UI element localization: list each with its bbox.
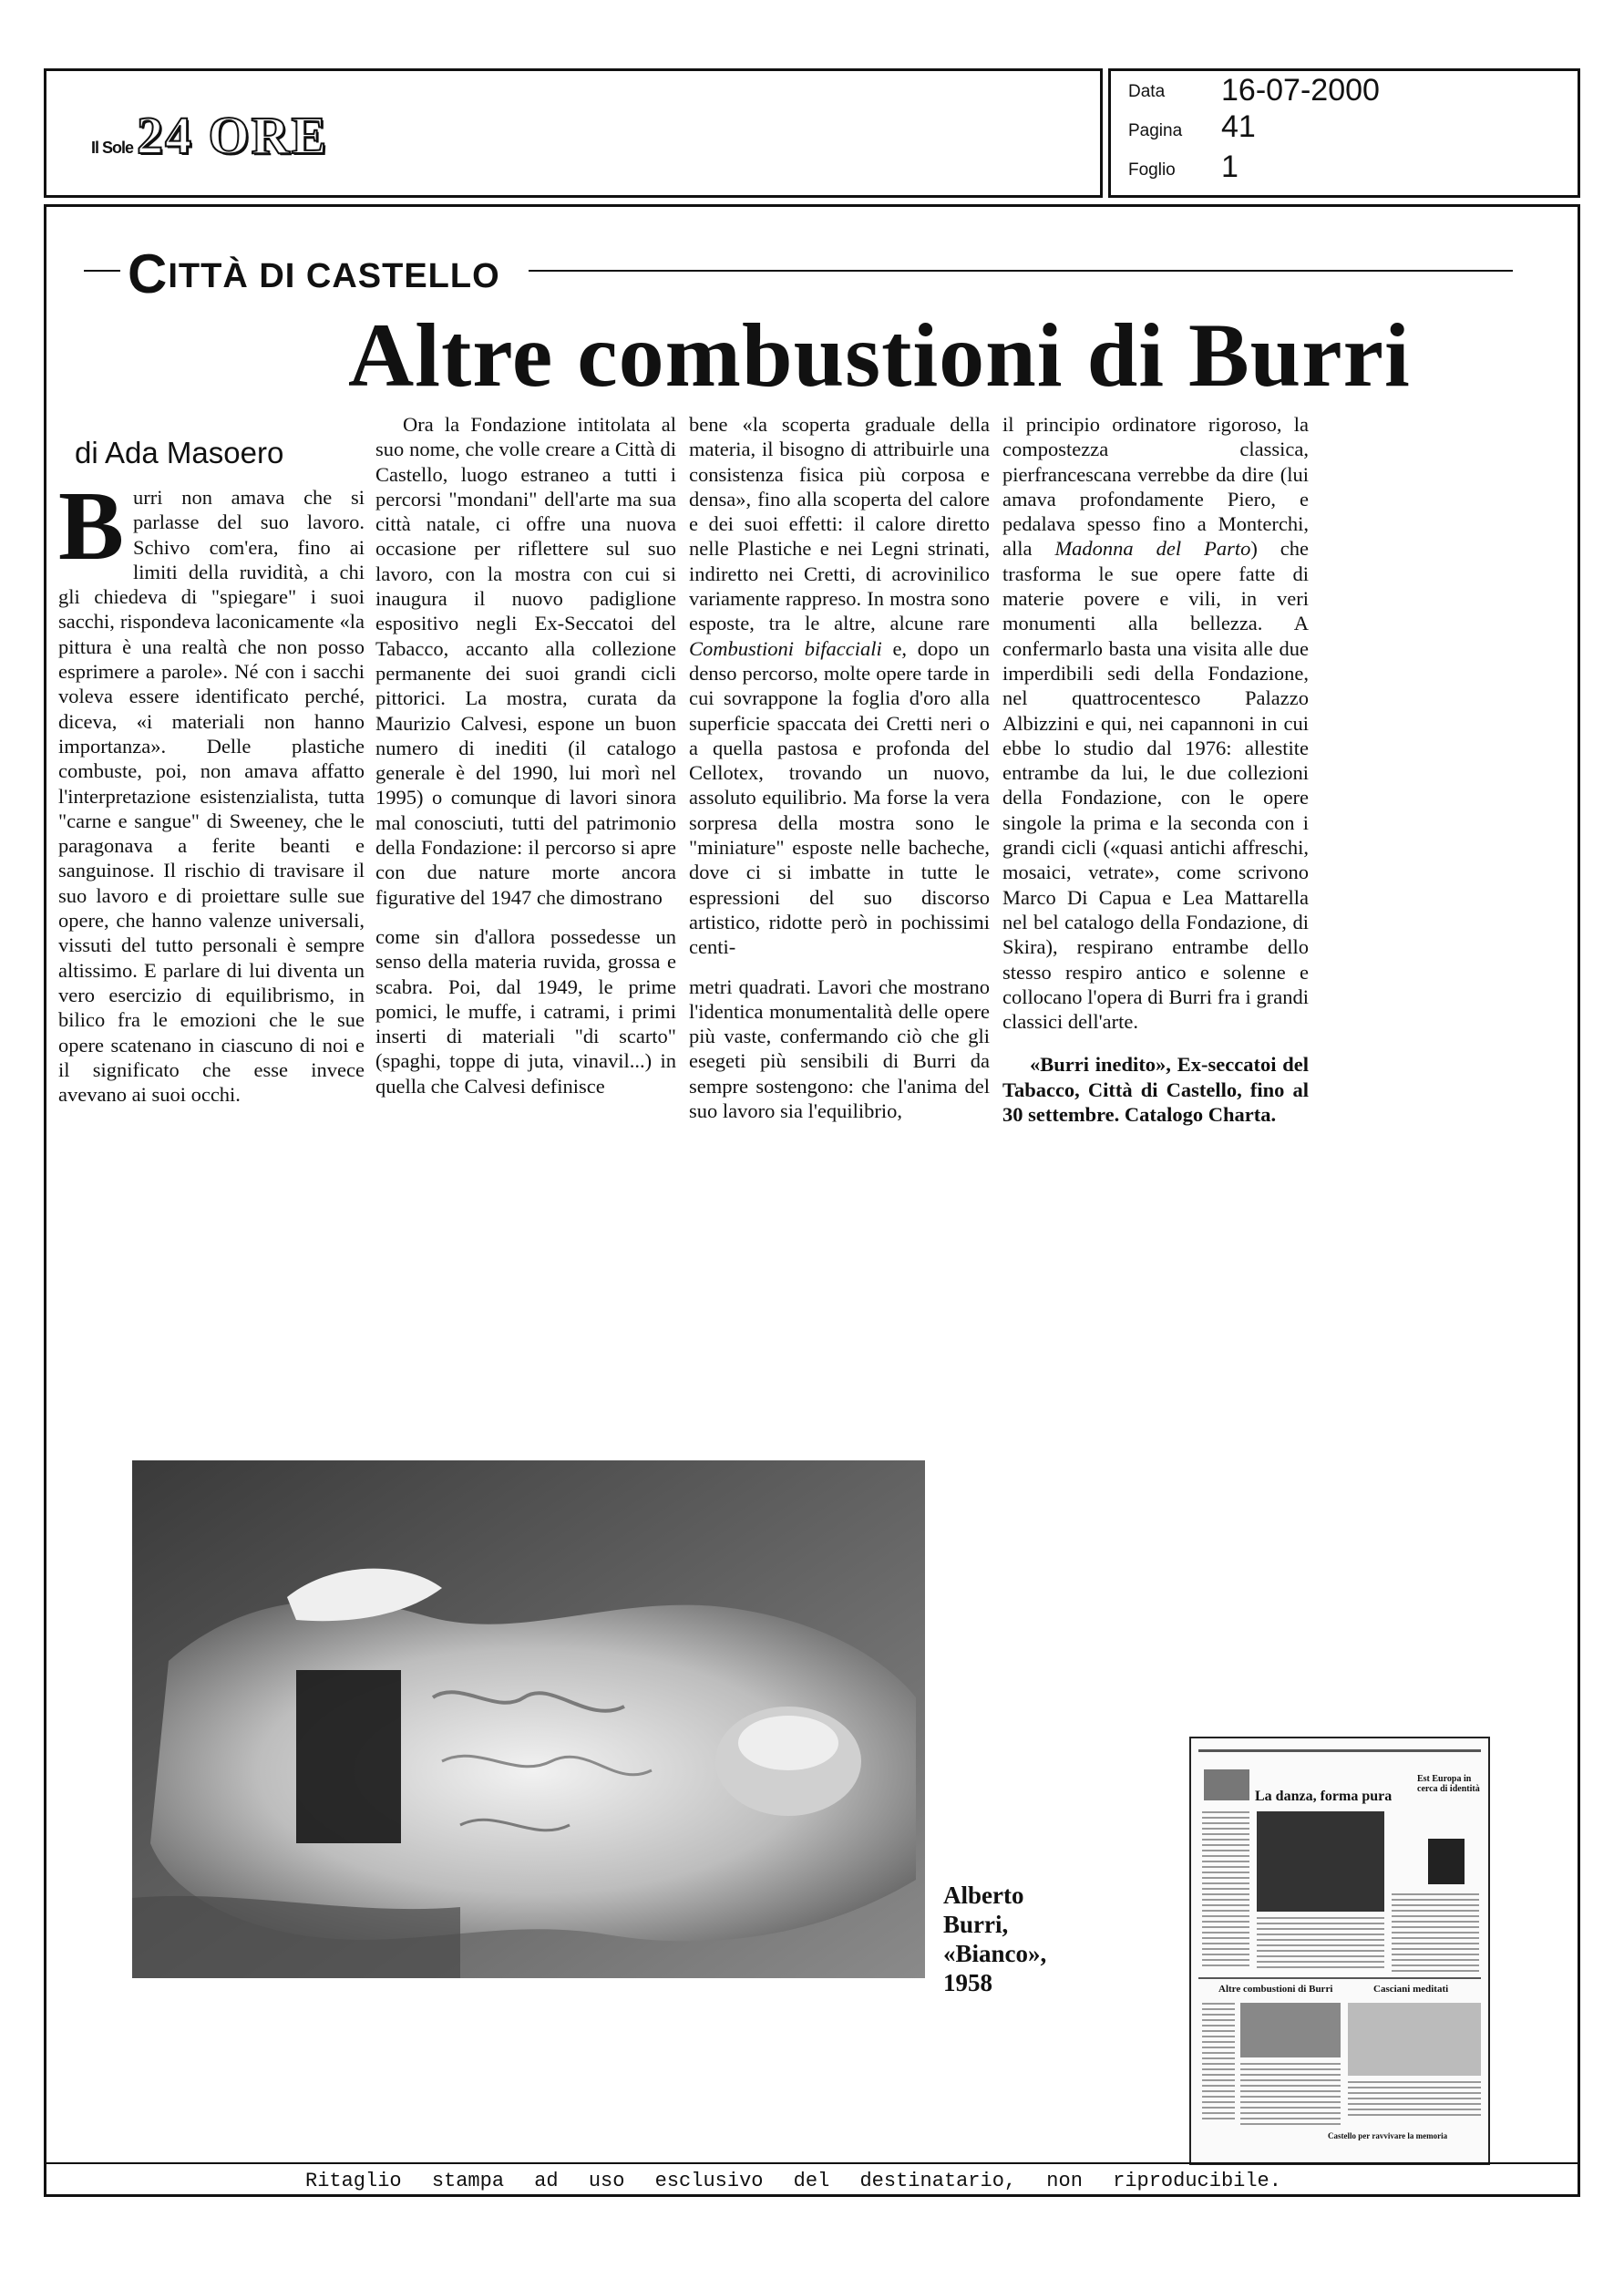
thumb-bottom-text: Castello per ravvivare la memoria — [1328, 2131, 1448, 2140]
column-3-text-b: metri quadrati. Lavori che mostrano l'identica monumentalità delle opere più vaste, confermando ciò che gli esegeti più sensibili di Burri da sempre sostengono: che l'anima del suo lavoro sia l'equilibrio, — [689, 975, 990, 1123]
article-column-1 — [58, 472, 365, 1107]
thumb-top-rule — [1198, 1749, 1481, 1752]
artwork-photo-image — [132, 1460, 925, 1978]
column-2-text: Ora la Fondazione intitolata al suo nome, che volle creare a Città di Castello, luogo estraneo a tutti i percorsi "mondani" dell'arte ma sua città natale, ci offre una nuova occasione per riflettere sul suo lavoro, con la mostra con cui si inaugura il nuovo padiglione espositivo negli Ex-Seccatoi del Tabacco, accanto alla collezione permanente dei suoi grandi cicli pittorici. La mostra, curata da Maurizio Calvesi, espone un buon numero di inediti (il catalogo generale è del 1990, lui morì nel 1995) o comunque di lavori sinora mal conosciuti, tutti del patrimonio della Fondazione: il percorso si apre con due nature morte ancora figurative del 1947 che dimostrano — [375, 413, 676, 909]
thumb-text-col-5 — [1240, 2063, 1341, 2127]
thumb-headline-mid-right: Casciani meditati — [1373, 1984, 1449, 1995]
article-column-3 — [689, 412, 990, 1123]
drop-cap: B — [58, 472, 125, 581]
thumb-text-col-3 — [1392, 1893, 1479, 1975]
exhibition-info: «Burri inedito», Ex-seccatoi del Tabacco, Città di Castello, fino al 30 settembre. Catalogo Charta. — [1002, 1053, 1309, 1127]
thumb-headline-top: La danza, forma pura — [1255, 1789, 1393, 1804]
photo-caption: Alberto Burri, «Bianco», 1958 — [943, 1882, 1047, 1996]
sheet-value: 1 — [1221, 150, 1239, 184]
thumb-side-text: Est Europa in cerca di identità — [1417, 1774, 1480, 1794]
footer-notice: Ritaglio stampa ad uso esclusivo del destinatario, non riproducibile. — [305, 2170, 1281, 2192]
section-rule-left — [84, 270, 120, 272]
footer-rule — [44, 2162, 1580, 2164]
thumb-photo-small — [1428, 1839, 1465, 1884]
article-column-2 — [375, 412, 676, 1098]
page-label: Pagina — [1128, 121, 1183, 140]
thumb-headline-mid: Altre combustioni di Burri — [1218, 1984, 1333, 1995]
thumb-portrait — [1204, 1769, 1249, 1800]
column-3-italic: Combustioni bifacciali — [689, 636, 882, 660]
column-3-text: bene «la scoperta graduale della materia, il bisogno di attribuirle una consistenza fisica più corposa e densa», fino alla scoperta del calore e dei suoi effetti: il calore diretto nelle Plastiche e nei Legni strinati, indiretto nei Cretti, di acrovinilico variamente rappreso. In mostra sono esposte, tra le altre, alcune rare Combustioni bifacciali e, dopo un denso percorso, molte opere tarde in cui sovrappone la foglia d'oro alla superficie spaccata dei Cretti neri o a quella pastosa e profonda del Cellotex, trovando un nuovo, assoluto equilibrio. Ma forse la vera sorpresa della mostra sono le "miniature" esposte nelle bacheche, dove ci si imbatte in tutte le espressioni del suo discorso artistico, ridotte però in pochissimi centi- — [689, 413, 990, 959]
thumb-photo-dancer — [1257, 1811, 1384, 1912]
article-column-4 — [1002, 412, 1309, 1127]
date-label: Data — [1128, 82, 1166, 101]
page-thumbnail — [1189, 1737, 1490, 2165]
column-2-text-b: come sin d'allora possedesse un senso della materia ruvida, grossa e scabra. Poi, dal 1949, le prime pomici, le muffe, i catrami, i primi inserti di materiali "di scarto" (spaghi, toppe di juta, vinavil...) in quella che Calvesi definisce — [375, 924, 676, 1098]
section-title: CITTÀ DI CASTELLO — [128, 243, 500, 304]
logo-big-text: 24 ORE — [137, 106, 329, 165]
thumb-text-col-2 — [1257, 1917, 1384, 1972]
thumb-text-col-4 — [1202, 2003, 1235, 2121]
byline: di Ada Masoero — [75, 436, 284, 469]
thumb-photo-right — [1348, 2003, 1481, 2076]
date-value: 16-07-2000 — [1221, 73, 1380, 108]
headline: Altre combustioni di Burri — [348, 304, 1411, 406]
column-1-text: urri non amava che si parlasse del suo lavoro. Schivo com'era, fino ai limiti della ruvidità, a chi gli chiedeva di "spiegare" i suoi sacchi, rispondeva laconicamente «la pittura è una realtà che non posso esprimere a parole». Né con i sacchi voleva essere identificato perché, diceva, «i materiali non hanno importanza». Delle plastiche combuste, poi, non amava affatto l'interpretazione esistenzialista, tutta "carne e sangue" di Sweeney, che le paragonava a ferite beanti e sanguinose. Il rischio di travisare il suo lavoro e di proiettare sulle sue opere, che hanno valenze universali, vissuti del tutto personali è sempre altissimo. E parlare di lui diventa un vero esercizio di equilibrismo, in bilico fra le emozioni che le sue opere scatenano in ciascuno di noi e il significato che esse invece avevano ai suoi occhi. — [58, 486, 365, 1107]
thumb-mid-rule — [1198, 1977, 1481, 1979]
page-value: 41 — [1221, 109, 1256, 144]
sheet-label: Foglio — [1128, 160, 1176, 180]
artwork-photo — [132, 1460, 925, 1978]
thumb-text-col-1 — [1202, 1811, 1249, 1966]
column-4-text: il principio ordinatore rigoroso, la compostezza classica, pierfrancescana verrebbe da dire (lui amava profondamente Piero, e pedalava spesso fino a Monterchi, alla Madonna del Parto) che trasforma le sue opere fatte di materie povere e vili, in veri monumenti alla bellezza. A confermarlo basta una visita alle due imperdibili sedi della Fondazione, nel quattrocentesco Palazzo Albizzini e qui, nei capannoni in cui ebbe lo studio dal 1976: allestite entrambe da lui, le due collezioni della Fondazione, con le opere singole la prima e la seconda con i grandi cicli («quasi antichi affreschi, mosaici, vetrate», come scrivono Marco Di Capua e Lea Mattarella nel bel catalogo della Fondazione, di Skira), respirano entrambe dello stesso respiro antico e solenne e collocano l'opera di Burri fra i grandi classici dell'arte. — [1002, 413, 1309, 1034]
logo-small-text: Il Sole — [91, 139, 134, 157]
newspaper-logo — [91, 105, 328, 166]
column-4-italic: Madonna del Parto — [1054, 537, 1251, 561]
section-rule-right — [529, 270, 1513, 272]
thumb-burri-photo — [1240, 2003, 1341, 2057]
thumb-text-col-6 — [1348, 2081, 1481, 2118]
